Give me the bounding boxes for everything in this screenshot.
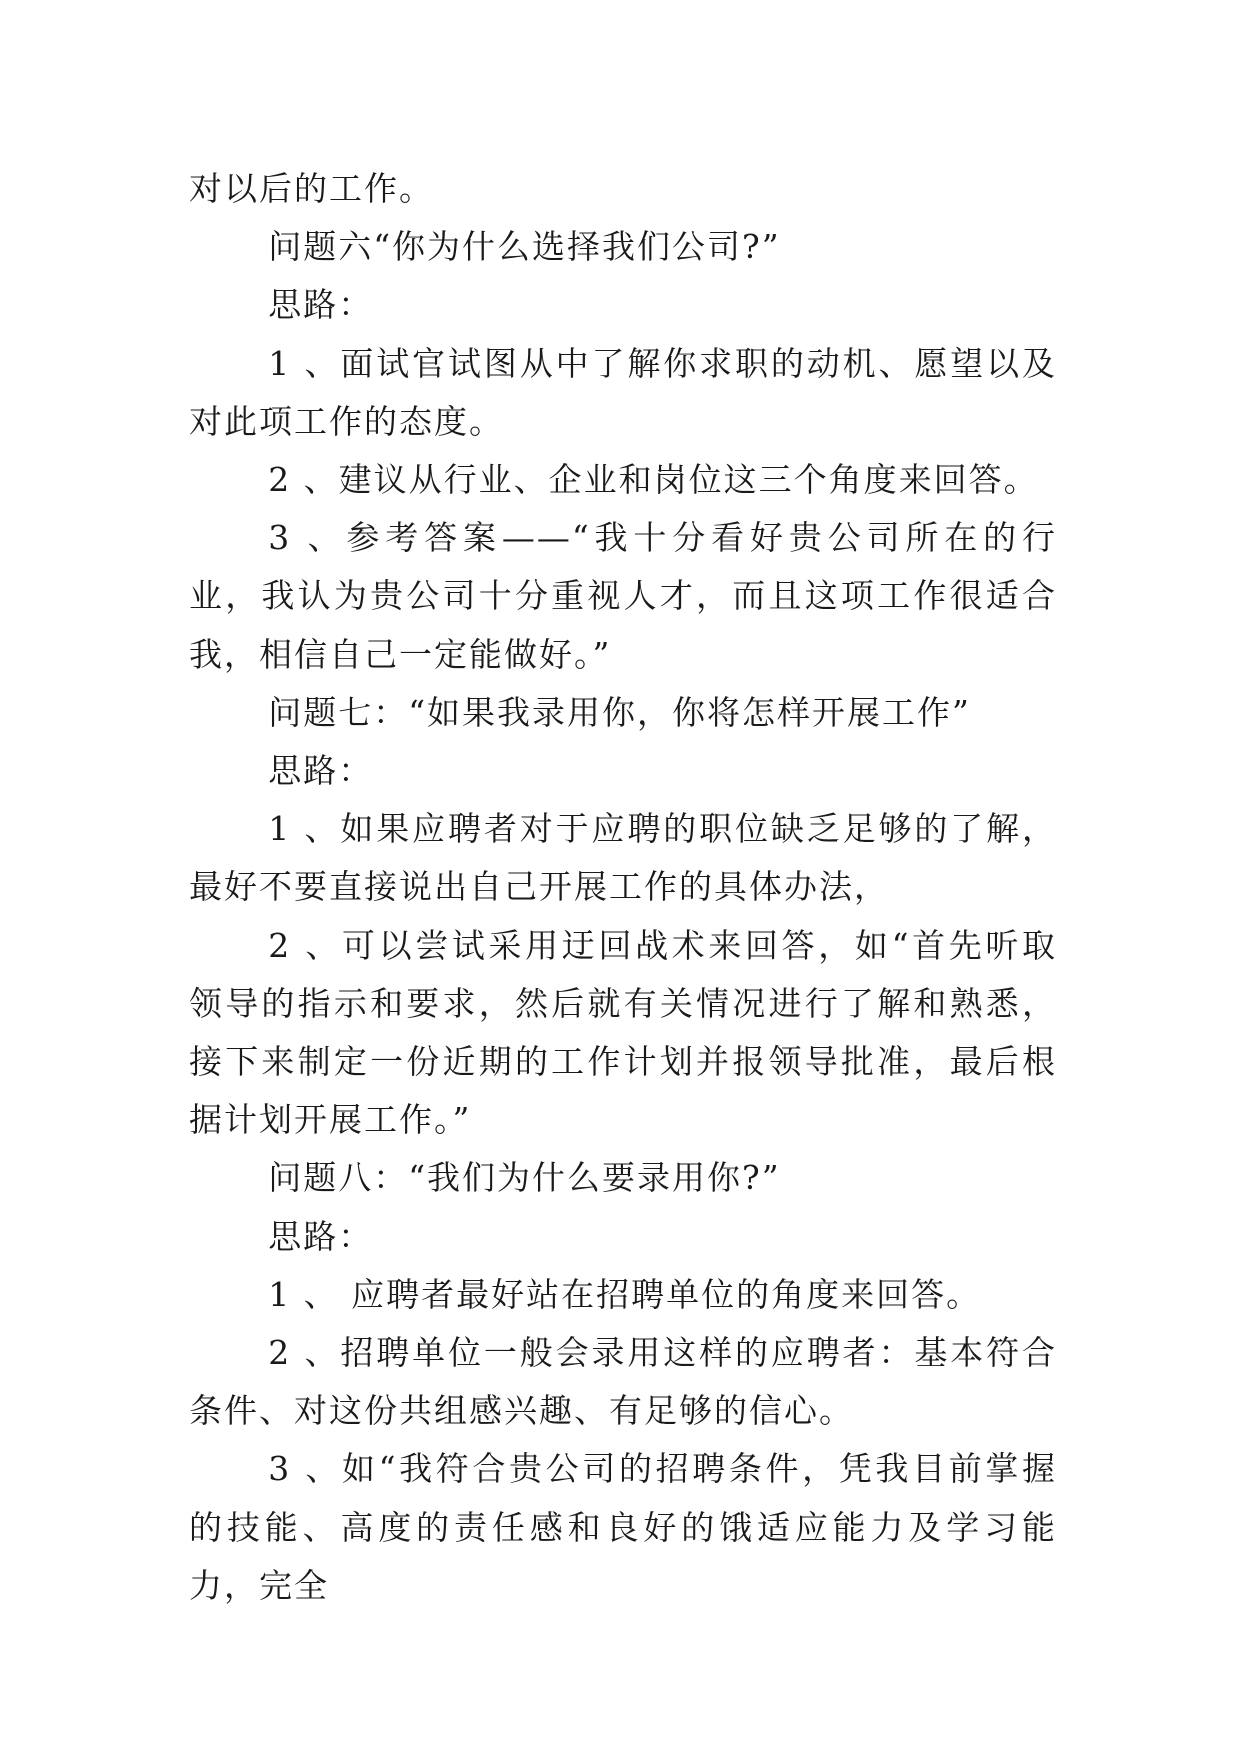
paragraph: 对以后的工作。 xyxy=(189,169,434,208)
paragraph: 2 、招聘单位一般会录用这样的应聘者：基本符合条件、对这份共组感兴趣、有足够的信心。 xyxy=(189,1333,1057,1431)
approach-label: 思路： xyxy=(268,751,374,791)
paragraph: 2 、建议从行业、企业和岗位这三个角度来回答。 xyxy=(268,460,1039,500)
paragraph: 1 、 应聘者最好站在招聘单位的角度来回答。 xyxy=(268,1274,982,1314)
document-body xyxy=(189,160,1057,1615)
paragraph: 2 、可以尝试采用迂回战术来回答，如“首先听取领导的指示和要求，然后就有关情况进行了解和熟悉，接下来制定一份近期的工作计划并报领导批准，最后根据计划开展工作。” xyxy=(189,925,1057,1140)
question-heading: 问题八：“我们为什么要录用你?” xyxy=(268,1158,781,1198)
paragraph: 3 、参考答案——“我十分看好贵公司所在的行业，我认为贵公司十分重视人才，而且这项工作很适合我，相信自己一定能做好。” xyxy=(189,518,1057,674)
question-heading: 问题六“你为什么选择我们公司?” xyxy=(268,227,781,267)
approach-label: 思路： xyxy=(268,1216,374,1256)
paragraph: 3 、如“我符合贵公司的招聘条件，凭我目前掌握的技能、高度的责任感和良好的饿适应能力及学习能力，完全 xyxy=(189,1449,1057,1605)
paragraph: 1 、如果应聘者对于应聘的职位缺乏足够的了解，最好不要直接说出自己开展工作的具体办法， xyxy=(189,809,1057,907)
question-heading: 问题七：“如果我录用你，你将怎样开展工作” xyxy=(268,692,971,732)
paragraph: 1 、面试官试图从中了解你求职的动机、愿望以及对此项工作的态度。 xyxy=(189,343,1057,441)
approach-label: 思路： xyxy=(268,285,374,325)
